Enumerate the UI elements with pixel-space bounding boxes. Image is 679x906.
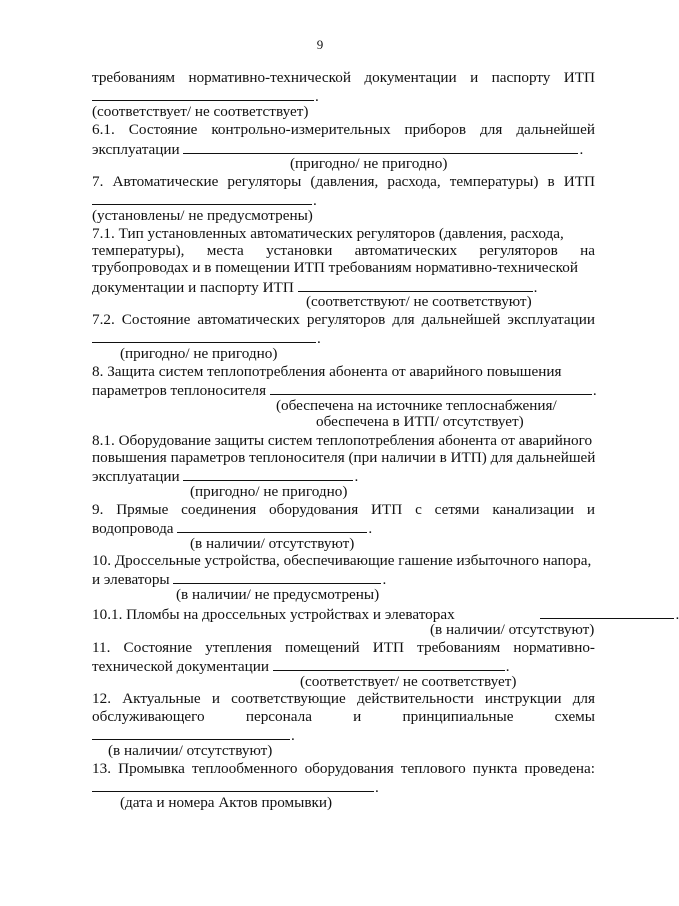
text-line: 13. Промывка теплообменного оборудования теплового пункта проведена: xyxy=(92,760,595,777)
text-line: 9. Прямые соединения оборудования ИТП с сетями канализации и xyxy=(92,501,595,518)
hint-text: (соответствует/ не соответствует) xyxy=(300,673,517,690)
field-line: документации и паспорту ИТП . xyxy=(92,279,538,296)
text-line: 6.1. Состояние контрольно-измерительных приборов для дальнейшей xyxy=(92,121,595,138)
text-line: повышения параметров теплоносителя (при наличии в ИТП) для дальнейшей xyxy=(92,449,596,466)
text-line: 7.1. Тип установленных автоматических регуляторов (давления, расхода, xyxy=(92,225,564,242)
hint-text: (пригодно/ не пригодно) xyxy=(190,483,348,500)
field-line: параметров теплоносителя . xyxy=(92,382,597,399)
text-line: требованиям нормативно-технической документации и паспорту ИТП xyxy=(92,69,595,86)
hint-text: (в наличии/ отсутствуют) xyxy=(108,742,273,759)
hint-text: (пригодно/ не пригодно) xyxy=(290,155,448,172)
text-line: 8. Защита систем теплопотребления абонента от аварийного повышения xyxy=(92,363,562,380)
text-line: 7. Автоматические регуляторы (давления, расхода, температуры) в ИТП xyxy=(92,173,595,190)
text-line: 8.1. Оборудование защиты систем теплопотребления абонента от аварийного xyxy=(92,432,593,449)
field-line: водопровода . xyxy=(92,520,373,537)
field-line: эксплуатации . xyxy=(92,141,584,158)
blank-line: . xyxy=(92,777,595,797)
blank-line: . xyxy=(92,190,595,210)
text-line: 7.2. Состояние автоматических регуляторов для дальнейшей эксплуатации xyxy=(92,311,595,328)
field-line: и элеваторы . xyxy=(92,571,387,588)
field-line: 10.1. Пломбы на дроссельных устройствах и элеваторах . xyxy=(92,606,679,623)
text-line: температуры), места установки автоматических регуляторов на xyxy=(92,242,595,259)
blank-line: . xyxy=(92,86,595,106)
hint-text: (в наличии/ не предусмотрены) xyxy=(176,586,380,603)
hint-text: (соответствует/ не соответствует) xyxy=(92,103,309,120)
text-line: 10. Дроссельные устройства, обеспечивающие гашение избыточного напора, xyxy=(92,552,592,569)
page-number: 9 xyxy=(316,37,324,52)
blank-line: . xyxy=(92,725,595,745)
hint-text: (обеспечена на источнике теплоснабжения/ xyxy=(276,397,557,414)
hint-text: (в наличии/ отсутствуют) xyxy=(430,621,595,638)
hint-text: (установлены/ не предусмотрены) xyxy=(92,207,313,224)
text-line: 11. Состояние утепления помещений ИТП требованиям нормативно- xyxy=(92,639,595,656)
text-line: 12. Актуальные и соответствующие действительности инструкции для xyxy=(92,690,595,707)
text-line: обслуживающего персонала и принципиальные схемы xyxy=(92,708,595,725)
hint-text: (в наличии/ отсутствуют) xyxy=(190,535,355,552)
text-line: трубопроводах и в помещении ИТП требованиям нормативно-технической xyxy=(92,259,578,276)
hint-text: (соответствуют/ не соответствуют) xyxy=(306,293,532,310)
field-line: технической документации . xyxy=(92,658,510,675)
blank-line: . xyxy=(92,328,595,348)
hint-text: (пригодно/ не пригодно) xyxy=(120,345,278,362)
hint-text: обеспечена в ИТП/ отсутствует) xyxy=(316,413,524,430)
field-line: эксплуатации . xyxy=(92,468,359,485)
hint-text: (дата и номера Актов промывки) xyxy=(120,794,333,811)
